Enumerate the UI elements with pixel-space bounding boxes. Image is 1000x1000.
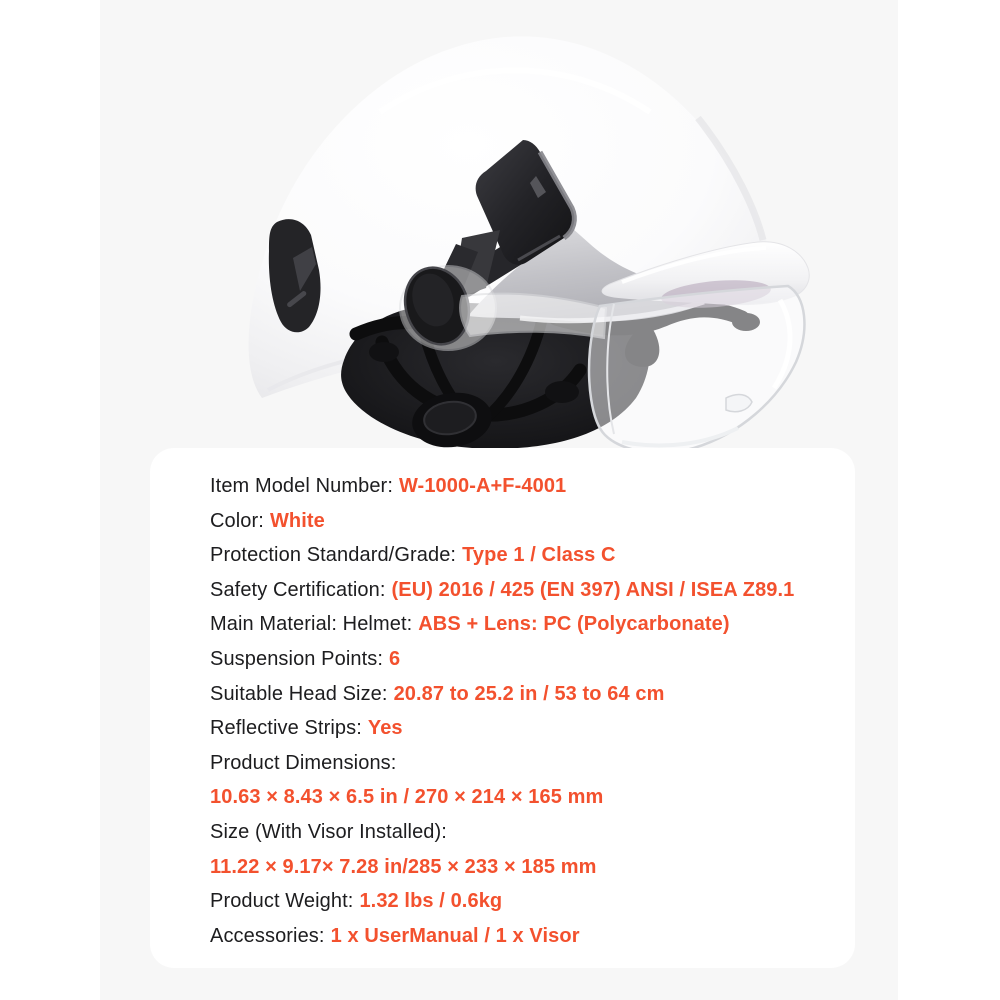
spec-value: 11.22 × 9.17× 7.28 in/285 × 233 × 185 mm xyxy=(210,855,597,878)
spec-label: Reflective Strips: xyxy=(210,717,362,740)
spec-value: Yes xyxy=(367,717,403,740)
spec-row xyxy=(210,711,815,746)
spec-value: 20.87 to 25.2 in / 53 to 64 cm xyxy=(393,682,665,705)
spec-label: Item Model Number: xyxy=(210,475,393,497)
spec-row xyxy=(210,573,815,608)
spec-value: (EU) 2016 / 425 (EN 397) ANSI / ISEA Z89.1 xyxy=(391,578,795,601)
spec-row xyxy=(210,850,815,885)
spec-row xyxy=(210,677,815,712)
spec-label: Accessories: xyxy=(210,924,325,947)
spec-row xyxy=(210,919,815,954)
clear-visor xyxy=(589,286,804,452)
spec-value: 6 xyxy=(389,647,401,670)
spec-value: 10.63 × 8.43 × 6.5 in / 270 × 214 × 165 mm xyxy=(210,786,604,809)
spec-value: W-1000-A+F-4001 xyxy=(398,475,567,497)
spec-row xyxy=(210,504,815,539)
spec-row xyxy=(210,538,815,573)
spec-label: Product Weight: xyxy=(210,890,354,913)
spec-label: Safety Certification: xyxy=(210,578,386,601)
spec-row xyxy=(210,746,815,781)
spec-label: Main Material: Helmet: xyxy=(210,613,413,636)
spec-row xyxy=(210,469,815,504)
spec-label: Color: xyxy=(210,509,264,532)
spec-card xyxy=(150,448,855,968)
spec-row xyxy=(210,815,815,850)
spec-value: 1 x UserManual / 1 x Visor xyxy=(330,924,580,947)
spec-row xyxy=(210,642,815,677)
spec-value: 1.32 lbs / 0.6kg xyxy=(359,890,503,913)
spec-row xyxy=(210,884,815,919)
spec-value: ABS + Lens: PC (Polycarbonate) xyxy=(418,613,730,636)
spec-value: White xyxy=(269,509,325,532)
spec-row xyxy=(210,607,815,642)
spec-label: Suspension Points: xyxy=(210,647,384,670)
spec-value: Type 1 / Class C xyxy=(462,544,616,567)
spec-row xyxy=(210,780,815,815)
spec-label: Suitable Head Size: xyxy=(210,682,388,705)
spec-label: Protection Standard/Grade: xyxy=(210,544,457,567)
spec-label: Product Dimensions: xyxy=(210,751,397,774)
spec-label: Size (With Visor Installed): xyxy=(210,820,447,843)
product-photo-helmet xyxy=(100,0,898,452)
spec-list xyxy=(210,469,815,953)
